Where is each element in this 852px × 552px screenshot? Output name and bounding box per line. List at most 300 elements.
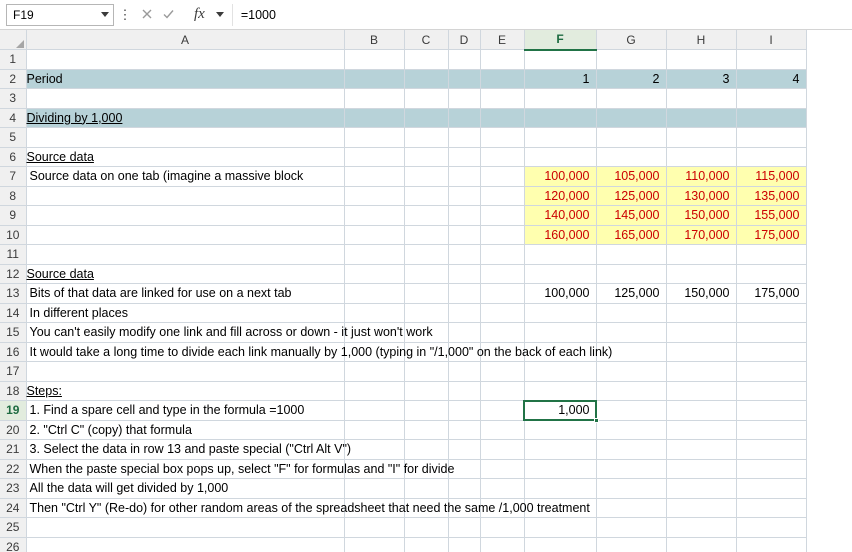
cell-h12[interactable]: [666, 264, 736, 284]
cell-d20[interactable]: [448, 420, 480, 440]
cell-g19[interactable]: [596, 401, 666, 421]
table-row: [0, 108, 806, 128]
grid-container[interactable]: [0, 30, 852, 552]
cell-i7[interactable]: 115,000: [736, 167, 806, 187]
cell-c1[interactable]: [404, 50, 448, 70]
cell-g9[interactable]: 145,000: [596, 206, 666, 226]
cell-b21[interactable]: [344, 440, 404, 460]
cell-f3[interactable]: [524, 89, 596, 109]
cell-d15[interactable]: [448, 323, 480, 343]
cell-a23[interactable]: [26, 479, 344, 499]
cell-h24[interactable]: [666, 498, 736, 518]
cell-f9[interactable]: 140,000: [524, 206, 596, 226]
cell-h13[interactable]: 150,000: [666, 284, 736, 304]
cell-a15-text: You can't easily modify one link and fill across or down - it just won't work: [29, 325, 433, 339]
cell-f17[interactable]: [524, 362, 596, 382]
cell-f22[interactable]: [524, 459, 596, 479]
cell-e18[interactable]: [480, 381, 524, 401]
cell-g17[interactable]: [596, 362, 666, 382]
row-header-20[interactable]: 20: [0, 420, 26, 440]
cell-f2[interactable]: 1: [524, 69, 596, 89]
cell-a22[interactable]: [26, 459, 455, 479]
cell-f5[interactable]: [524, 128, 596, 148]
cell-d18[interactable]: [448, 381, 480, 401]
cell-e3[interactable]: [480, 89, 524, 109]
cell-g2[interactable]: 2: [596, 69, 666, 89]
row-header-9[interactable]: 9: [0, 206, 26, 226]
cell-i22[interactable]: [736, 459, 806, 479]
row-header-5[interactable]: 5: [0, 128, 26, 148]
cell-a16[interactable]: [26, 342, 613, 362]
cell-d26[interactable]: [448, 537, 480, 552]
cell-c23[interactable]: [404, 479, 448, 499]
cell-a5[interactable]: [26, 128, 344, 148]
table-row: [0, 167, 806, 187]
table-row: [0, 89, 806, 109]
cell-e12[interactable]: [480, 264, 524, 284]
cell-d12[interactable]: [448, 264, 480, 284]
cell-g14[interactable]: [596, 303, 666, 323]
cell-a24[interactable]: [26, 498, 590, 518]
cell-h18[interactable]: [666, 381, 736, 401]
cell-b10[interactable]: [344, 225, 404, 245]
row-header-10[interactable]: 10: [0, 225, 26, 245]
cell-b26[interactable]: [344, 537, 404, 552]
cell-e9[interactable]: [480, 206, 524, 226]
cell-b6[interactable]: [344, 147, 404, 167]
cell-d8[interactable]: [448, 186, 480, 206]
column-header-c[interactable]: C: [404, 30, 448, 50]
cell-a19-text: 1. Find a spare cell and type in the formula =1000: [29, 403, 305, 417]
table-row: [0, 479, 806, 499]
cell-f6[interactable]: [524, 147, 596, 167]
cell-g12[interactable]: [596, 264, 666, 284]
cell-d13[interactable]: [448, 284, 480, 304]
cell-f19-selected[interactable]: 1,000: [524, 401, 596, 421]
cell-e5[interactable]: [480, 128, 524, 148]
cell-g7[interactable]: 105,000: [596, 167, 666, 187]
row-header-22[interactable]: 22: [0, 459, 26, 479]
cell-b23[interactable]: [344, 479, 404, 499]
cell-a10[interactable]: [26, 225, 344, 245]
cell-d3[interactable]: [448, 89, 480, 109]
cell-a4[interactable]: Dividing by 1,000: [26, 108, 344, 128]
cell-g5[interactable]: [596, 128, 666, 148]
cell-d2[interactable]: [448, 69, 480, 89]
cell-b3[interactable]: [344, 89, 404, 109]
column-header-b[interactable]: B: [344, 30, 404, 50]
cell-h6[interactable]: [666, 147, 736, 167]
cell-c10[interactable]: [404, 225, 448, 245]
row-header-21[interactable]: 21: [0, 440, 26, 460]
cell-f15[interactable]: [524, 323, 596, 343]
cell-g1[interactable]: [596, 50, 666, 70]
cell-h1[interactable]: [666, 50, 736, 70]
cell-c6[interactable]: [404, 147, 448, 167]
chevron-down-icon[interactable]: [97, 5, 113, 25]
row-header-11[interactable]: 11: [0, 245, 26, 265]
cell-c18[interactable]: [404, 381, 448, 401]
row-header-17[interactable]: 17: [0, 362, 26, 382]
cell-a15[interactable]: [26, 323, 433, 343]
cell-i13[interactable]: 175,000: [736, 284, 806, 304]
cell-b4[interactable]: [344, 108, 404, 128]
cell-c7[interactable]: [404, 167, 448, 187]
cell-a21-text: 3. Select the data in row 13 and paste special ("Ctrl Alt V"): [29, 442, 352, 456]
cell-c9[interactable]: [404, 206, 448, 226]
cell-e7[interactable]: [480, 167, 524, 187]
row-header-14[interactable]: 14: [0, 303, 26, 323]
cell-a16-text: It would take a long time to divide each link manually by 1,000 (typing in "/1,000" on the back of each link): [29, 344, 613, 359]
cell-e4[interactable]: [480, 108, 524, 128]
cell-i26[interactable]: [736, 537, 806, 552]
table-row: [0, 264, 806, 284]
table-row: [0, 440, 806, 460]
column-header-a[interactable]: A: [26, 30, 344, 50]
cell-h9[interactable]: 150,000: [666, 206, 736, 226]
cell-c26[interactable]: [404, 537, 448, 552]
table-row: [0, 147, 806, 167]
cell-b5[interactable]: [344, 128, 404, 148]
cell-h25[interactable]: [666, 518, 736, 538]
row-header-23[interactable]: 23: [0, 479, 26, 499]
cell-g25[interactable]: [596, 518, 666, 538]
row-header-15[interactable]: 15: [0, 323, 26, 343]
cell-i18[interactable]: [736, 381, 806, 401]
cell-e2[interactable]: [480, 69, 524, 89]
cell-e13[interactable]: [480, 284, 524, 304]
row-header-2[interactable]: 2: [0, 69, 26, 89]
cell-a26[interactable]: [26, 537, 344, 552]
more-options-icon[interactable]: ⋮: [118, 6, 132, 22]
table-row: [0, 225, 806, 245]
cell-c20[interactable]: [404, 420, 448, 440]
row-header-25[interactable]: 25: [0, 518, 26, 538]
cell-g11[interactable]: [596, 245, 666, 265]
cell-b7[interactable]: [344, 167, 404, 187]
cell-i16[interactable]: [736, 342, 806, 362]
cell-b9[interactable]: [344, 206, 404, 226]
cell-i4[interactable]: [736, 108, 806, 128]
cell-a8[interactable]: [26, 186, 344, 206]
cell-d21[interactable]: [448, 440, 480, 460]
cell-f26[interactable]: [524, 537, 596, 552]
cell-b12[interactable]: [344, 264, 404, 284]
cell-b19[interactable]: [344, 401, 404, 421]
cell-h19[interactable]: [666, 401, 736, 421]
table-row: [0, 401, 806, 421]
table-row: [0, 303, 806, 323]
table-row: [0, 498, 806, 518]
cell-i1[interactable]: [736, 50, 806, 70]
cell-c12[interactable]: [404, 264, 448, 284]
cell-c2[interactable]: [404, 69, 448, 89]
cell-h20[interactable]: [666, 420, 736, 440]
table-row: [0, 362, 806, 382]
cell-i21[interactable]: [736, 440, 806, 460]
cell-c5[interactable]: [404, 128, 448, 148]
cell-h7[interactable]: 110,000: [666, 167, 736, 187]
cell-b13[interactable]: [344, 284, 404, 304]
cell-e14[interactable]: [480, 303, 524, 323]
cell-g4[interactable]: [596, 108, 666, 128]
cell-i3[interactable]: [736, 89, 806, 109]
cell-b11[interactable]: [344, 245, 404, 265]
cell-d6[interactable]: [448, 147, 480, 167]
cell-d1[interactable]: [448, 50, 480, 70]
cell-e19[interactable]: [480, 401, 524, 421]
cell-a12[interactable]: Source data: [26, 264, 344, 284]
table-row: [0, 342, 806, 362]
cell-a21[interactable]: [26, 440, 352, 460]
column-header-row: [0, 30, 806, 50]
fill-handle[interactable]: [594, 418, 599, 423]
cell-f4[interactable]: [524, 108, 596, 128]
cell-b17[interactable]: [344, 362, 404, 382]
cell-h23[interactable]: [666, 479, 736, 499]
table-row: [0, 50, 806, 70]
cell-e1[interactable]: [480, 50, 524, 70]
row-header-12[interactable]: 12: [0, 264, 26, 284]
cell-a19[interactable]: [26, 401, 344, 421]
cell-b18[interactable]: [344, 381, 404, 401]
cell-f25[interactable]: [524, 518, 596, 538]
table-row: [0, 128, 806, 148]
cell-a20-text: 2. "Ctrl C" (copy) that formula: [29, 422, 192, 437]
cell-a23-text: All the data will get divided by 1,000: [29, 481, 229, 495]
cell-a25[interactable]: [26, 518, 344, 538]
cell-a20[interactable]: [26, 420, 344, 440]
cell-e26[interactable]: [480, 537, 524, 552]
cell-f23[interactable]: [524, 479, 596, 499]
cell-g13[interactable]: 125,000: [596, 284, 666, 304]
cell-d17[interactable]: [448, 362, 480, 382]
cell-a6[interactable]: Source data: [26, 147, 344, 167]
cell-a17[interactable]: [26, 362, 344, 382]
cell-i10[interactable]: 175,000: [736, 225, 806, 245]
cell-e23[interactable]: [480, 479, 524, 499]
cell-e8[interactable]: [480, 186, 524, 206]
cell-a7-text: Source data on one tab (imagine a massive block: [29, 169, 304, 183]
cell-c4[interactable]: [404, 108, 448, 128]
table-row: [0, 537, 806, 552]
cell-i6[interactable]: [736, 147, 806, 167]
column-header-d[interactable]: D: [448, 30, 480, 50]
cell-d25[interactable]: [448, 518, 480, 538]
cell-g21[interactable]: [596, 440, 666, 460]
row-header-6[interactable]: 6: [0, 147, 26, 167]
cell-h21[interactable]: [666, 440, 736, 460]
cell-h15[interactable]: [666, 323, 736, 343]
cell-i25[interactable]: [736, 518, 806, 538]
cell-i14[interactable]: [736, 303, 806, 323]
cell-a1[interactable]: [26, 50, 344, 70]
cell-d10[interactable]: [448, 225, 480, 245]
cell-h4[interactable]: [666, 108, 736, 128]
cell-f21[interactable]: [524, 440, 596, 460]
row-header-24[interactable]: 24: [0, 498, 26, 518]
cell-a9[interactable]: [26, 206, 344, 226]
cell-e22[interactable]: [480, 459, 524, 479]
cell-c17[interactable]: [404, 362, 448, 382]
worksheet-grid: [0, 30, 807, 552]
cell-f12[interactable]: [524, 264, 596, 284]
cell-a14[interactable]: [26, 303, 344, 323]
table-row: [0, 323, 806, 343]
cell-g10[interactable]: 165,000: [596, 225, 666, 245]
cell-f7[interactable]: 100,000: [524, 167, 596, 187]
cell-g20[interactable]: [596, 420, 666, 440]
table-row: [0, 459, 806, 479]
cell-e25[interactable]: [480, 518, 524, 538]
cell-h22[interactable]: [666, 459, 736, 479]
formula-chevron-down-icon[interactable]: [216, 12, 224, 17]
cell-f10[interactable]: 160,000: [524, 225, 596, 245]
row-header-7[interactable]: 7: [0, 167, 26, 187]
insert-function-icon[interactable]: fx: [194, 6, 205, 22]
cell-a13[interactable]: [26, 284, 344, 304]
cell-e15[interactable]: [480, 323, 524, 343]
cell-d14[interactable]: [448, 303, 480, 323]
cell-c3[interactable]: [404, 89, 448, 109]
cell-a14-text: In different places: [29, 305, 128, 320]
cell-h3[interactable]: [666, 89, 736, 109]
select-all-corner[interactable]: [0, 30, 26, 50]
cell-a11[interactable]: [26, 245, 344, 265]
cell-e21[interactable]: [480, 440, 524, 460]
cell-h16[interactable]: [666, 342, 736, 362]
cell-g6[interactable]: [596, 147, 666, 167]
cell-g22[interactable]: [596, 459, 666, 479]
cell-c21[interactable]: [404, 440, 448, 460]
cell-i24[interactable]: [736, 498, 806, 518]
formula-input[interactable]: =1000: [232, 4, 850, 26]
cell-d7[interactable]: [448, 167, 480, 187]
cell-i17[interactable]: [736, 362, 806, 382]
table-row: [0, 69, 806, 89]
cell-i11[interactable]: [736, 245, 806, 265]
cell-e10[interactable]: [480, 225, 524, 245]
cell-h14[interactable]: [666, 303, 736, 323]
row-header-16[interactable]: 16: [0, 342, 26, 362]
row-header-26[interactable]: 26: [0, 537, 26, 552]
cell-i23[interactable]: [736, 479, 806, 499]
table-row: [0, 245, 806, 265]
cell-h8[interactable]: 130,000: [666, 186, 736, 206]
cell-f13[interactable]: 100,000: [524, 284, 596, 304]
cell-g8[interactable]: 125,000: [596, 186, 666, 206]
close-icon[interactable]: [141, 7, 153, 23]
cell-i5[interactable]: [736, 128, 806, 148]
cell-i2[interactable]: 4: [736, 69, 806, 89]
cell-d19[interactable]: [448, 401, 480, 421]
cell-f14[interactable]: [524, 303, 596, 323]
row-header-18[interactable]: 18: [0, 381, 26, 401]
cell-b14[interactable]: [344, 303, 404, 323]
cell-a18[interactable]: Steps:: [26, 381, 344, 401]
cell-e17[interactable]: [480, 362, 524, 382]
cell-b2[interactable]: [344, 69, 404, 89]
cell-d4[interactable]: [448, 108, 480, 128]
cell-d9[interactable]: [448, 206, 480, 226]
cell-f11[interactable]: [524, 245, 596, 265]
cell-f1[interactable]: [524, 50, 596, 70]
column-header-f[interactable]: F: [524, 30, 596, 50]
cell-c14[interactable]: [404, 303, 448, 323]
row-header-19[interactable]: 19: [0, 401, 26, 421]
row-header-1[interactable]: 1: [0, 50, 26, 70]
cell-c11[interactable]: [404, 245, 448, 265]
column-header-g[interactable]: G: [596, 30, 666, 50]
cell-f8[interactable]: 120,000: [524, 186, 596, 206]
cell-h11[interactable]: [666, 245, 736, 265]
cell-g24[interactable]: [596, 498, 666, 518]
cell-b1[interactable]: [344, 50, 404, 70]
cell-h2[interactable]: 3: [666, 69, 736, 89]
cell-a3[interactable]: [26, 89, 344, 109]
cell-b25[interactable]: [344, 518, 404, 538]
cell-d11[interactable]: [448, 245, 480, 265]
cell-g23[interactable]: [596, 479, 666, 499]
cell-h26[interactable]: [666, 537, 736, 552]
cell-c8[interactable]: [404, 186, 448, 206]
table-row: [0, 186, 806, 206]
cell-h5[interactable]: [666, 128, 736, 148]
cell-d5[interactable]: [448, 128, 480, 148]
check-icon[interactable]: [162, 7, 175, 23]
cell-c25[interactable]: [404, 518, 448, 538]
cell-f20[interactable]: [524, 420, 596, 440]
cell-g15[interactable]: [596, 323, 666, 343]
row-header-13[interactable]: 13: [0, 284, 26, 304]
cell-g3[interactable]: [596, 89, 666, 109]
cell-i9[interactable]: 155,000: [736, 206, 806, 226]
cell-f18[interactable]: [524, 381, 596, 401]
cell-a7[interactable]: [26, 167, 344, 187]
row-header-3[interactable]: 3: [0, 89, 26, 109]
cell-i8[interactable]: 135,000: [736, 186, 806, 206]
cell-d23[interactable]: [448, 479, 480, 499]
column-header-i[interactable]: I: [736, 30, 806, 50]
cell-e20[interactable]: [480, 420, 524, 440]
column-header-e[interactable]: E: [480, 30, 524, 50]
row-header-8[interactable]: 8: [0, 186, 26, 206]
cell-e11[interactable]: [480, 245, 524, 265]
cell-c13[interactable]: [404, 284, 448, 304]
formula-bar: [0, 0, 852, 30]
table-row: [0, 420, 806, 440]
cell-e6[interactable]: [480, 147, 524, 167]
name-box-value: F19: [13, 7, 34, 22]
cell-b8[interactable]: [344, 186, 404, 206]
cell-i15[interactable]: [736, 323, 806, 343]
cell-g26[interactable]: [596, 537, 666, 552]
cell-c19[interactable]: [404, 401, 448, 421]
cell-i19[interactable]: [736, 401, 806, 421]
cell-a2[interactable]: Period: [26, 69, 344, 89]
cell-a22-text: When the paste special box pops up, select "F" for formulas and "I" for divide: [29, 461, 455, 476]
cell-b20[interactable]: [344, 420, 404, 440]
cell-h17[interactable]: [666, 362, 736, 382]
row-header-4[interactable]: 4: [0, 108, 26, 128]
cell-h10[interactable]: 170,000: [666, 225, 736, 245]
cell-g18[interactable]: [596, 381, 666, 401]
cell-i20[interactable]: [736, 420, 806, 440]
column-header-h[interactable]: H: [666, 30, 736, 50]
cell-a13-text: Bits of that data are linked for use on a next tab: [29, 286, 292, 300]
cell-i12[interactable]: [736, 264, 806, 284]
name-box[interactable]: [6, 4, 114, 26]
